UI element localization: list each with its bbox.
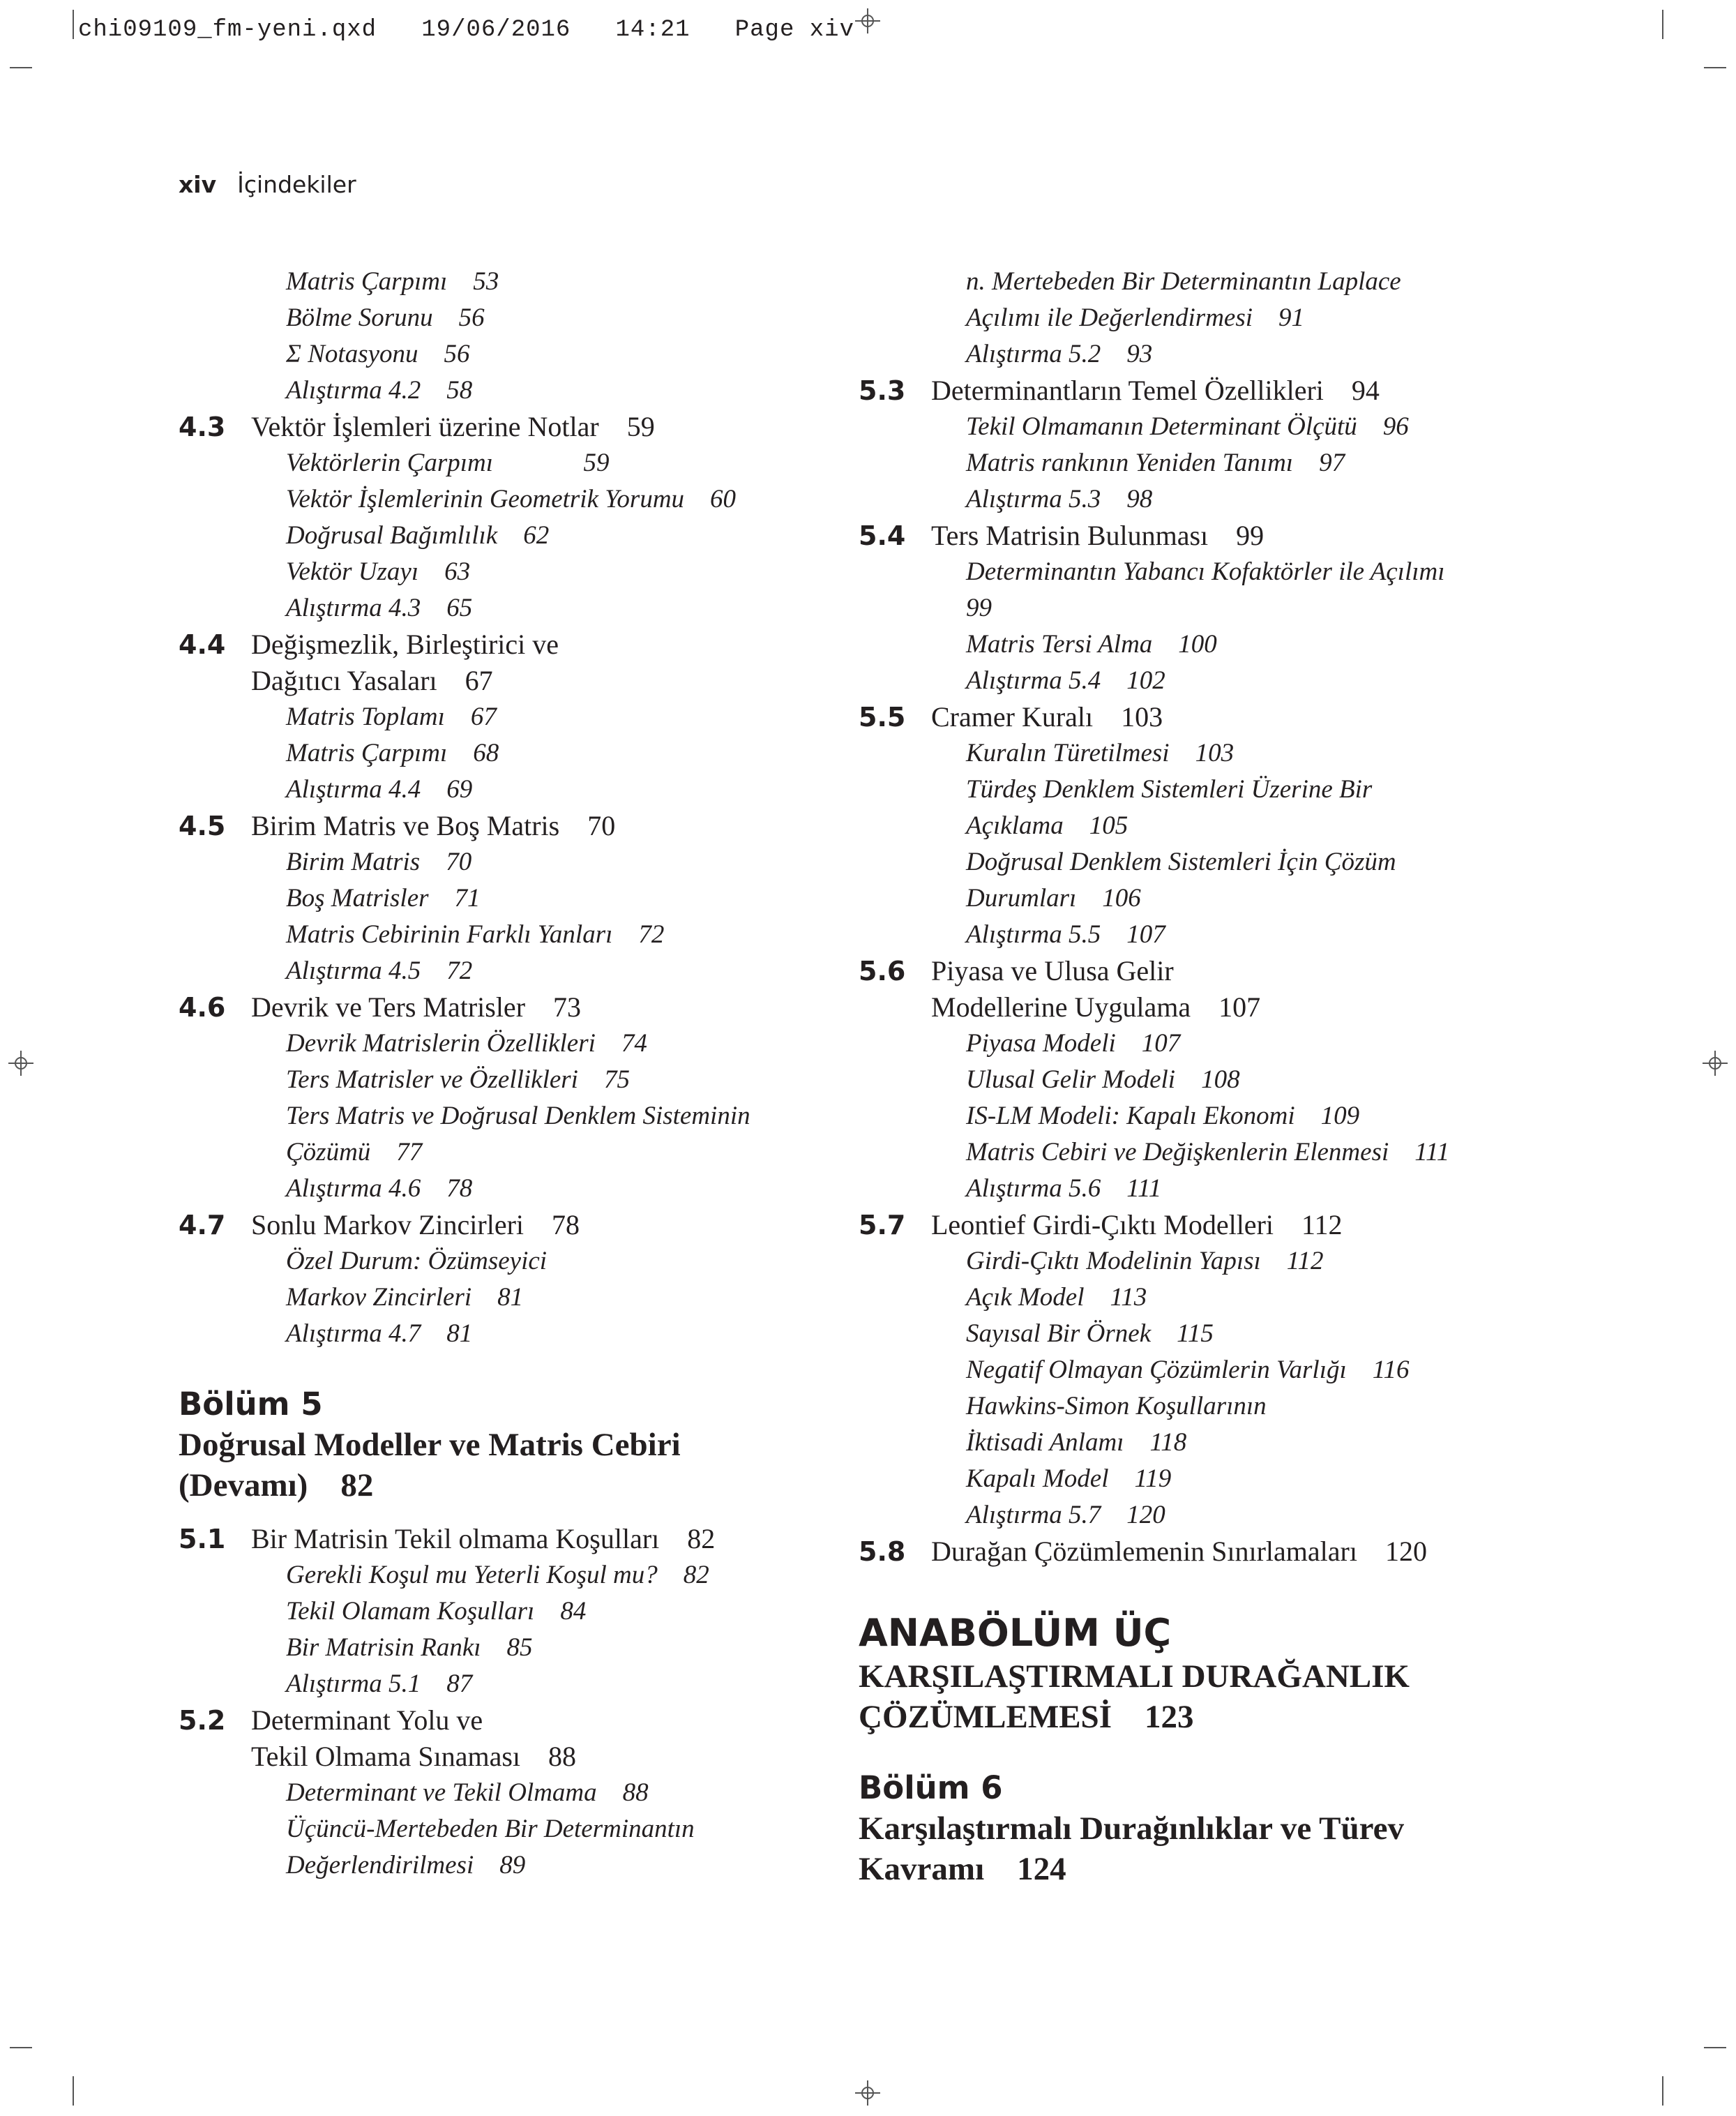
section-number: 5.5 [859, 702, 906, 733]
toc-subentry: Alıştırma 5.7 120 [966, 1501, 1165, 1529]
toc-subentry: Açık Model 113 [966, 1283, 1147, 1312]
crop-mark-bottom-right [1662, 2076, 1663, 2106]
section-number: 5.8 [859, 1536, 906, 1567]
page-number: xiv [179, 171, 217, 198]
toc-subentry: Bölme Sorunu 56 [286, 303, 485, 332]
registration-mark-right-icon [1703, 1051, 1728, 1076]
toc-section: 5.3 Determinantların Temel Özellikleri 94 [859, 373, 1507, 409]
toc-section: 4.3 Vektör İşlemleri üzerine Notlar 59 [179, 409, 827, 445]
toc-subentry: Doğrusal Bağımlılık 62 [286, 521, 550, 550]
toc-subentry: Matris Toplamı 67 [286, 703, 497, 731]
toc-subentry: Alıştırma 4.4 69 [286, 775, 473, 804]
toc-section: 4.6 Devrik ve Ters Matrisler 73 [179, 989, 827, 1026]
toc-subentry: Kuralın Türetilmesi 103 [966, 739, 1235, 767]
toc-subentry: Alıştırma 5.6 111 [966, 1174, 1162, 1203]
toc-subentry: Girdi-Çıktı Modelinin Yapısı 112 [966, 1247, 1324, 1275]
toc-subentry: Alıştırma 5.1 87 [286, 1669, 473, 1698]
crop-mark-bottom-right-h [1704, 2047, 1726, 2048]
toc-subentry: Ters Matrisler ve Özellikleri 75 [286, 1065, 630, 1094]
toc-subentry: Türdeş Denklem Sistemleri Üzerine Bir Açıklama 105 [966, 775, 1373, 840]
toc-section: 5.6 Piyasa ve Ulusa Gelir Modellerine Uygulama 107 [859, 953, 1507, 1026]
toc-subentry: Özel Durum: Özümseyici Markov Zincirleri 81 [286, 1247, 548, 1312]
toc-right-column [859, 264, 1507, 1889]
toc-subentry: Alıştırma 4.2 58 [286, 376, 473, 405]
toc-section: 5.2 Determinant Yolu ve Tekil Olmama Sınaması 88 [179, 1702, 827, 1775]
toc-subentry: Matris Çarpımı 53 [286, 267, 499, 296]
toc-section: 4.5 Birim Matris ve Boş Matris 70 [179, 808, 827, 844]
registration-mark-left-icon [8, 1051, 33, 1076]
toc-subentry: Tekil Olmamanın Determinant Ölçütü 96 [966, 412, 1409, 441]
toc-subentry: Alıştırma 4.5 72 [286, 956, 473, 985]
slug-line: chi09109_fm-yeni.qxd 19/06/2016 14:21 Page xiv [78, 17, 854, 43]
crop-mark-bottom-left [73, 2076, 74, 2106]
toc-subentry: Doğrusal Denklem Sistemleri İçin Çözüm Durumları 106 [966, 848, 1396, 913]
chapter-label: Bölüm 5 [179, 1386, 323, 1423]
section-number: 4.6 [179, 992, 226, 1023]
crop-mark-top-left-h [10, 67, 32, 68]
toc-subentry: Ters Matris ve Doğrusal Denklem Sisteminin Çözümü 77 [286, 1102, 750, 1166]
toc-subentry: Alıştırma 4.3 65 [286, 594, 473, 622]
part-label: ANABÖLÜM ÜÇ [859, 1611, 1172, 1655]
toc-subentry: Determinantın Yabancı Kofaktörler ile Açılımı 99 [966, 557, 1445, 622]
toc-subentry: n. Mertebeden Bir Determinantın Laplace Açılımı ile Değerlendirmesi 91 [966, 267, 1401, 332]
toc-subentry: Kapalı Model 119 [966, 1464, 1172, 1493]
toc-subentry: Birim Matris 70 [286, 848, 472, 876]
registration-mark-bottom-icon [855, 2080, 880, 2106]
toc-section: 5.5 Cramer Kuralı 103 [859, 699, 1507, 735]
section-number: 5.3 [859, 375, 906, 406]
toc-subentry: Devrik Matrislerin Özellikleri 74 [286, 1029, 647, 1058]
toc-section: 5.4 Ters Matrisin Bulunması 99 [859, 518, 1507, 554]
chapter-title: Karşılaştırmalı Durağınlıklar ve Türev Kavramı 124 [859, 1810, 1405, 1887]
toc-subentry: Üçüncü-Mertebeden Bir Determinantın Değerlendirilmesi 89 [286, 1815, 695, 1879]
registration-mark-top-icon [855, 8, 880, 33]
section-number: 5.6 [859, 956, 906, 986]
chapter-label: Bölüm 6 [859, 1769, 1003, 1806]
section-number: 4.5 [179, 811, 226, 841]
running-head [179, 171, 356, 198]
toc-subentry: Alıştırma 5.3 98 [966, 485, 1153, 513]
section-number: 5.1 [179, 1524, 226, 1554]
toc-subentry: Vektör Uzayı 63 [286, 557, 471, 586]
toc-subentry: Matris Çarpımı 68 [286, 739, 499, 767]
toc-subentry: Alıştırma 5.2 93 [966, 340, 1153, 368]
toc-subentry: Hawkins-Simon Koşullarının İktisadi Anlamı 118 [966, 1392, 1267, 1457]
toc-subentry: Alıştırma 5.5 107 [966, 920, 1165, 949]
toc-subentry: Determinant ve Tekil Olmama 88 [286, 1778, 649, 1807]
toc-subentry: Piyasa Modeli 107 [966, 1029, 1181, 1058]
section-number: 5.7 [859, 1210, 906, 1240]
toc-subentry: Matris Cebirinin Farklı Yanları 72 [286, 920, 665, 949]
toc-subentry: Sayısal Bir Örnek 115 [966, 1319, 1214, 1348]
section-number: 4.4 [179, 629, 226, 660]
section-number: 4.7 [179, 1210, 226, 1240]
section-number: 5.2 [179, 1705, 226, 1736]
toc-section: 5.7 Leontief Girdi-Çıktı Modelleri 112 [859, 1207, 1507, 1243]
toc-section: 4.4 Değişmezlik, Birleştirici ve Dağıtıcı Yasaları 67 [179, 626, 827, 699]
crop-mark-top-left [73, 10, 74, 39]
toc-subentry: Vektörlerin Çarpımı 59 [286, 449, 610, 477]
toc-subentry: Tekil Olamam Koşulları 84 [286, 1597, 587, 1626]
toc-subentry: Matris Tersi Alma 100 [966, 630, 1217, 659]
toc-section: 5.1 Bir Matrisin Tekil olmama Koşulları 82 [179, 1521, 827, 1557]
toc-section: 5.8 Durağan Çözümlemenin Sınırlamaları 120 [859, 1533, 1507, 1570]
toc-subentry: Σ Notasyonu 56 [286, 340, 470, 368]
section-number: 5.4 [859, 520, 906, 551]
toc-subentry: Alıştırma 5.4 102 [966, 666, 1165, 695]
crop-mark-top-right [1662, 10, 1663, 39]
toc-subentry: IS-LM Modeli: Kapalı Ekonomi 109 [966, 1102, 1360, 1130]
toc-subentry: Ulusal Gelir Modeli 108 [966, 1065, 1240, 1094]
toc-left-column [179, 264, 827, 1884]
toc-subentry: Vektör İşlemlerinin Geometrik Yorumu 60 [286, 485, 737, 513]
crop-mark-top-right-h [1704, 67, 1726, 68]
toc-section: 4.7 Sonlu Markov Zincirleri 78 [179, 1207, 827, 1243]
chapter-title: Doğrusal Modeller ve Matris Cebiri (Devamı) 82 [179, 1427, 681, 1503]
toc-subentry: Matris Cebiri ve Değişkenlerin Elenmesi 111 [966, 1138, 1450, 1166]
running-title: İçindekiler [237, 171, 356, 198]
crop-mark-bottom-left-h [10, 2047, 32, 2048]
toc-subentry: Bir Matrisin Rankı 85 [286, 1633, 533, 1662]
toc-subentry: Gerekli Koşul mu Yeterli Koşul mu? 82 [286, 1561, 709, 1589]
toc-subentry: Boş Matrisler 71 [286, 884, 481, 913]
section-number: 4.3 [179, 412, 226, 442]
toc-subentry: Matris rankının Yeniden Tanımı 97 [966, 449, 1345, 477]
toc-subentry: Alıştırma 4.7 81 [286, 1319, 473, 1348]
part-title: KARŞILAŞTIRMALI DURAĞANLIK ÇÖZÜMLEMESİ 123 [859, 1658, 1410, 1735]
toc-subentry: Alıştırma 4.6 78 [286, 1174, 473, 1203]
toc-subentry: Negatif Olmayan Çözümlerin Varlığı 116 [966, 1356, 1410, 1384]
